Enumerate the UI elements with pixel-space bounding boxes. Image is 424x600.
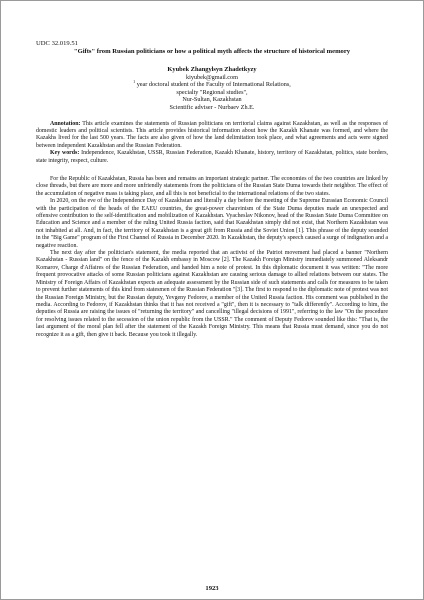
body-paragraph: For the Republic of Kazakhstan, Russia has been and remains an important strategic partner. The economies of the two countries are linked by close threads, but there are more and more unfriendly statements from the politicians of the Russian State Duma towards their neighbor. The effect of the accumulation of negative mass is taking place, and all this is not beneficial to the international relations of the two states.: [36, 176, 388, 197]
article: [36, 40, 388, 339]
abstract-label: Annotation:: [50, 120, 81, 127]
affiliation-superscript: 1: [133, 79, 136, 85]
author-email: kiyubek@gmail.com: [186, 73, 238, 81]
author-city: Nur-Sultan, Kazakhstan: [182, 96, 242, 104]
author-affiliation: [36, 81, 388, 89]
affiliation-text: year doctoral student of the Faculty of International Relations,: [136, 81, 291, 89]
scientific-adviser: Scientific adviser - Nurbaev Zh.E.: [169, 103, 255, 111]
body-paragraph: In 2020, on the eve of the Independence Day of Kazakhstan and literally a day before the meeting of the Supreme Eurasian Economic Council with the participation of the heads of the EAEU countries, the great-power chauvinism of the State Duma deputies made an unexpected and offensive contribution to the self-identification and mobilization of Kazakhstan. Vyacheslav Nikonov, head of the Russian State Duma Committee on Education and Science and a member of the ruling United Russia faction, said that Kazakhstan simply did not exist, that Northern Kazakhstan was not inhabited at all. And, in fact, the territory of Kazakhstan is a great gift from Russia and the Soviet Union [1]. This phrase of the deputy sounded in the "Big Game" program of the First Channel of Russia in December 2020. In Kazakhstan, the deputy's speech caused a surge of indignation and a negative reaction.: [36, 198, 388, 249]
abstract: [36, 121, 388, 151]
article-body: [36, 176, 388, 339]
keywords-text: Independence, Kazakhstan, USSR, Russian Federation, Kazakh Khanate, history, territory of Kazakhstan, politics, state borders, state integrity, respect, culture.: [36, 150, 388, 164]
page-number: 1923: [205, 585, 219, 592]
body-paragraph: The next day after the politician's statement, the media reported that an activist of the Patriot movement had placed a banner "Northern Kazakhstan - Russian land" on the fence of the Kazakh embassy in Moscow [2]. The Kazakh Foreign Ministry immediately summoned Aleksandr Komarov, Charge d'Affaires of the Russian Federation, and handed him a note of protest. In this diplomatic document it was written: "The more frequent provocative attacks of some Russian politicians against Kazakhstan are causing serious damage to allied relations between our states. The Ministry of Foreign Affairs of Kazakhstan expects an adequate assessment by the Russian side of such statements and calls for measures to be taken to prevent further statements of this kind from statesmen of the Russian Federation "[3]. The first to respond to the diplomatic note of protest was not the Russian Foreign Ministry, but the Russian deputy, Yevgeny Fedorov, a member of the United Russia faction. His comment was published in the media. According to Fedorov, if Kazakhstan thinks that it has not received a "gift", then it is necessary to "talk differently". According to him, the deputies of Russia are raising the issues of "returning the territory" and cancelling "illegal decisions of 1991", referring to the law "On the procedure for resolving issues related to the secession of the union republic from the USSR." The comment of Deputy Fedorov sounded like this: "That is, the last argument of the moral plan fell after the statement of the Kazakh Foreign Ministry. This means that Russia must demand, since you do not recognize it as a gift, then give it back. Because you took it illegally.: [36, 250, 388, 338]
author-specialty: specialty "Regional studies",: [176, 88, 248, 96]
abstract-text: This article examines the statements of Russian politicians on territorial claims against Kazakhstan, as well as the responses of domestic leaders and political scientists. This article provides historical information about how the Kazakh Khanate was formed, and where the Kazakhs lived for the last 500 years. The facts are also given of how the land delimitation took place, and what agreements and acts were signed between independent Kazakhstan and the Russian Federation.: [36, 120, 388, 149]
keywords: [36, 150, 388, 165]
article-title: "Gifts" from Russian politicians or how a political myth affects the structure of historical memory: [73, 48, 351, 55]
keywords-label: Key words:: [50, 150, 80, 157]
udc-code: UDC 32.019.51: [36, 40, 78, 47]
author-name: Kyubek Zhangylsyn Zhadetkyzy: [167, 66, 257, 73]
author-block: [36, 66, 388, 112]
